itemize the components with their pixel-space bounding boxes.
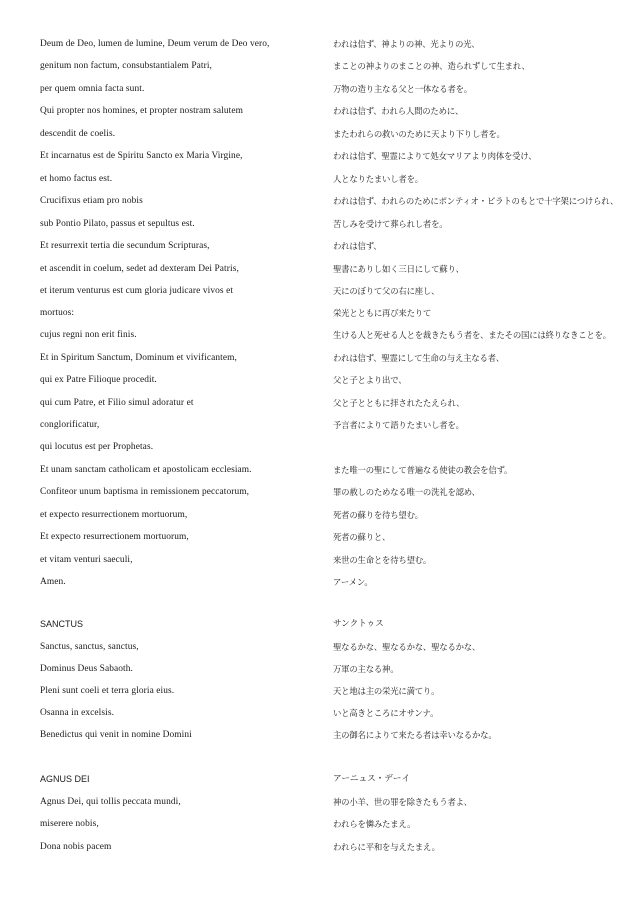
credo-line: [0, 284, 637, 304]
japanese-text: 予言者によりて語りたまいし者を。: [333, 420, 464, 430]
japanese-text: また唯一の聖にして普遍なる使徒の教会を信ず。: [333, 465, 513, 475]
sanctus-line: [0, 706, 637, 726]
japanese-text: 聖書にありし如く三日にして蘇り、: [333, 264, 464, 274]
japanese-text: 父と子とより出で、: [333, 375, 407, 385]
latin-text: Agnus Dei, qui tollis peccata mundi,: [40, 797, 181, 807]
credo-line: [0, 194, 637, 214]
latin-text: Dona nobis pacem: [40, 842, 112, 852]
credo-line: [0, 508, 637, 528]
japanese-text: われらを憐みたまえ。: [333, 819, 416, 829]
japanese-text: またわれらの救いのために天より下りし者を。: [333, 129, 505, 139]
latin-text: Et resurrexit tertia die secundum Scripturas,: [40, 241, 210, 251]
credo-line: [0, 418, 637, 438]
section-heading-japanese: アーニュス・デーイ: [333, 774, 411, 784]
credo-line: [0, 306, 637, 326]
japanese-text: 天と地は主の栄光に満てり。: [333, 686, 440, 696]
latin-text: Amen.: [40, 577, 66, 587]
latin-text: qui ex Patre Filioque procedit.: [40, 375, 157, 385]
latin-text: per quem omnia facta sunt.: [40, 84, 145, 94]
section-heading-japanese: サンクトゥス: [333, 619, 384, 629]
japanese-text: 死者の蘇りを待ち望む。: [333, 510, 423, 520]
latin-text: qui cum Patre, et Filio simul adoratur et: [40, 398, 194, 408]
japanese-text: 天にのぼりて父の右に座し、: [333, 286, 440, 296]
japanese-text: 主の御名によりて来たる者は幸いなるかな。: [333, 730, 497, 740]
credo-line: [0, 328, 637, 348]
credo-line: [0, 217, 637, 237]
latin-text: cujus regni non erit finis.: [40, 330, 137, 340]
japanese-text: われは信ず、聖霊にして生命の与え主なる者、: [333, 353, 505, 363]
credo-line: [0, 104, 637, 124]
japanese-text: 万物の造り主なる父と一体なる者を。: [333, 84, 472, 94]
credo-line: [0, 82, 637, 102]
japanese-text: 神の小羊、世の罪を除きたもう者よ、: [333, 797, 472, 807]
latin-text: et ascendit in coelum, sedet ad dexteram Dei Patris,: [40, 264, 239, 274]
latin-text: Deum de Deo, lumen de lumine, Deum verum de Deo vero,: [40, 39, 270, 49]
japanese-text: 聖なるかな、聖なるかな、聖なるかな、: [333, 642, 481, 652]
credo-line: [0, 149, 637, 169]
credo-line: [0, 59, 637, 79]
japanese-text: われは信ず、われら人間のために、: [333, 106, 464, 116]
latin-text: miserere nobis,: [40, 819, 99, 829]
latin-text: descendit de coelis.: [40, 129, 116, 139]
latin-text: Dominus Deus Sabaoth.: [40, 664, 133, 674]
latin-text: Qui propter nos homines, et propter nostram salutem: [40, 106, 243, 116]
latin-text: Et in Spiritum Sanctum, Dominum et vivificantem,: [40, 353, 237, 363]
japanese-text: アーメン。: [333, 577, 373, 587]
japanese-text: われは信ず、われらのためにポンティオ・ピラトのもとで十字架につけられ、: [333, 196, 619, 206]
latin-text: et expecto resurrectionem mortuorum,: [40, 510, 188, 520]
japanese-text: 罪の赦しのためなる唯一の洗礼を認め、: [333, 487, 480, 497]
section-heading-latin: SANCTUS: [40, 619, 84, 629]
credo-line: [0, 172, 637, 192]
japanese-text: 苦しみを受けて葬られし者を。: [333, 219, 448, 229]
japanese-text: 万軍の主なる神。: [333, 664, 399, 674]
credo-line: [0, 440, 637, 460]
credo-line: [0, 37, 637, 57]
credo-line: [0, 575, 637, 595]
credo-line: [0, 262, 637, 282]
latin-text: Pleni sunt coeli et terra gloria eius.: [40, 686, 175, 696]
latin-text: Osanna in excelsis.: [40, 708, 115, 718]
credo-line: [0, 351, 637, 371]
japanese-text: われは信ず、: [333, 241, 382, 251]
latin-text: Confiteor unum baptisma in remissionem peccatorum,: [40, 487, 250, 497]
japanese-text: 栄光とともに再び来たりて: [333, 308, 432, 318]
japanese-text: われは信ず、神よりの神、光よりの光、: [333, 39, 480, 49]
japanese-text: まことの神よりのまことの神、造られずして生まれ、: [333, 61, 530, 71]
sanctus-heading: [0, 617, 637, 637]
latin-text: Et expecto resurrectionem mortuorum,: [40, 532, 189, 542]
credo-line: [0, 530, 637, 550]
latin-text: Sanctus, sanctus, sanctus,: [40, 642, 139, 652]
sanctus-line: [0, 640, 637, 660]
agnus-dei-line: [0, 817, 637, 837]
japanese-text: 死者の蘇りと、: [333, 532, 391, 542]
sanctus-line: [0, 728, 637, 748]
latin-text: genitum non factum, consubstantialem Patri,: [40, 61, 212, 71]
japanese-text: 人となりたまいし者を。: [333, 174, 423, 184]
sanctus-line: [0, 662, 637, 682]
credo-line: [0, 396, 637, 416]
credo-line: [0, 239, 637, 259]
agnus-dei-line: [0, 840, 637, 860]
latin-text: Benedictus qui venit in nomine Domini: [40, 730, 192, 740]
section-heading-latin: AGNUS DEI: [40, 774, 90, 784]
latin-text: mortuos:: [40, 308, 75, 318]
agnus-dei-heading: [0, 772, 637, 792]
latin-text: et iterum venturus est cum gloria judicare vivos et: [40, 286, 234, 296]
japanese-text: われは信ず、聖霊によりて処女マリアより肉体を受け、: [333, 151, 537, 161]
latin-text: conglorificatur,: [40, 420, 100, 430]
latin-text: et vitam venturi saeculi,: [40, 555, 133, 565]
credo-line: [0, 463, 637, 483]
latin-text: sub Pontio Pilato, passus et sepultus est.: [40, 219, 195, 229]
latin-text: Et incarnatus est de Spiritu Sancto ex Maria Virgine,: [40, 151, 243, 161]
agnus-dei-line: [0, 795, 637, 815]
credo-line: [0, 485, 637, 505]
credo-line: [0, 553, 637, 573]
latin-text: qui locutus est per Prophetas.: [40, 442, 154, 452]
japanese-text: 来世の生命とを待ち望む。: [333, 555, 432, 565]
japanese-text: いと高きところにオサンナ。: [333, 708, 439, 718]
credo-line: [0, 127, 637, 147]
latin-text: Crucifixus etiam pro nobis: [40, 196, 143, 206]
japanese-text: われらに平和を与えたまえ。: [333, 842, 440, 852]
japanese-text: 父と子とともに拝されたたえられ、: [333, 398, 465, 408]
latin-text: et homo factus est.: [40, 174, 113, 184]
credo-line: [0, 373, 637, 393]
sanctus-line: [0, 684, 637, 704]
japanese-text: 生ける人と死せる人とを裁きたもう者を、またその国には終りなきことを。: [333, 330, 611, 340]
latin-text: Et unam sanctam catholicam et apostolicam ecclesiam.: [40, 465, 252, 475]
